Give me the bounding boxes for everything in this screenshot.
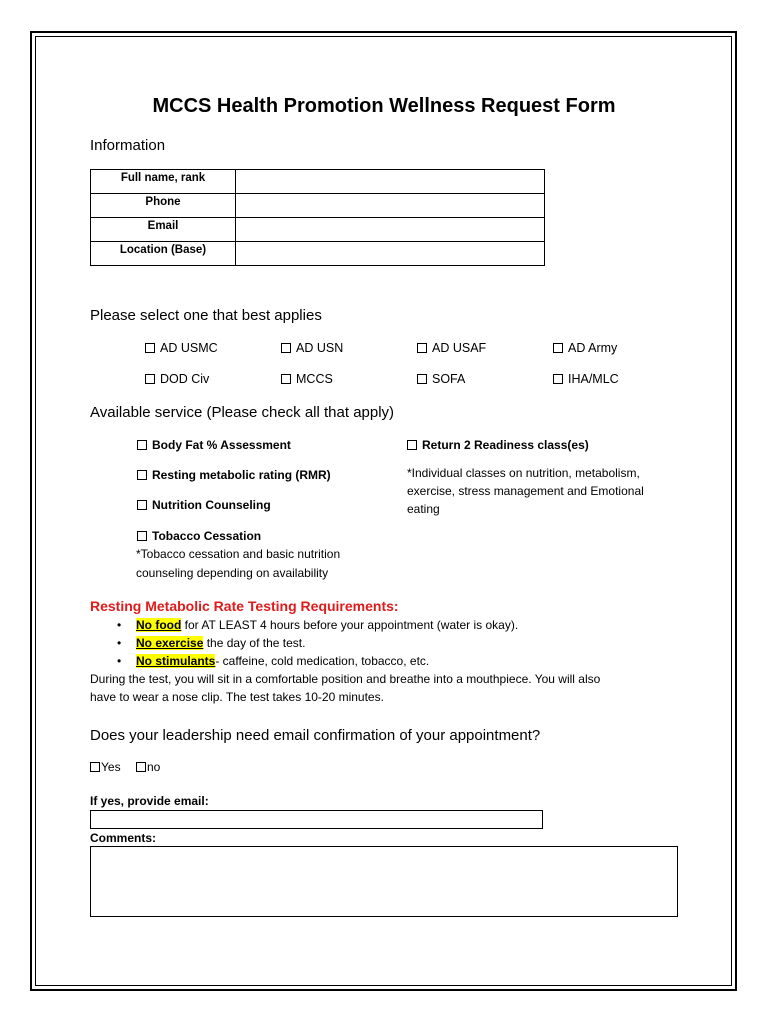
checkbox-icon[interactable] <box>281 374 291 384</box>
checkbox-icon[interactable] <box>137 440 147 450</box>
information-heading: Information <box>90 137 166 154</box>
right-note-line: eating <box>407 502 440 516</box>
option-no[interactable]: no <box>136 760 160 774</box>
checkbox-icon[interactable] <box>417 374 427 384</box>
checkbox-icon[interactable] <box>136 762 146 772</box>
checkbox-icon[interactable] <box>90 762 100 772</box>
phone-field[interactable] <box>236 194 545 218</box>
checkbox-icon[interactable] <box>137 531 147 541</box>
email-label: Email <box>91 218 236 242</box>
option-ad-usaf[interactable]: AD USAF <box>417 341 486 355</box>
option-sofa[interactable]: SOFA <box>417 372 465 386</box>
checkbox-icon[interactable] <box>145 374 155 384</box>
rmr-description-line: During the test, you will sit in a comfortable position and breathe into a mouthpiece. You will also <box>90 672 601 686</box>
checkbox-icon[interactable] <box>553 343 563 353</box>
location-label: Location (Base) <box>91 242 236 266</box>
checkbox-icon[interactable] <box>553 374 563 384</box>
information-table <box>90 169 545 266</box>
list-item <box>117 636 121 650</box>
option-ad-usn[interactable]: AD USN <box>281 341 343 355</box>
checkbox-icon[interactable] <box>281 343 291 353</box>
checkbox-icon[interactable] <box>145 343 155 353</box>
bullet-icon: • <box>117 618 122 632</box>
option-mccs[interactable]: MCCS <box>281 372 333 386</box>
rmr-bullet-text: No exercise the day of the test. <box>136 636 306 650</box>
bullet-icon: • <box>117 654 122 668</box>
table-row <box>91 242 545 266</box>
option-iha-mlc[interactable]: IHA/MLC <box>553 372 619 386</box>
select-heading: Please select one that best applies <box>90 307 322 324</box>
full-name-field[interactable] <box>236 170 545 194</box>
right-note-line: exercise, stress management and Emotional <box>407 484 644 498</box>
location-field[interactable] <box>236 242 545 266</box>
checkbox-icon[interactable] <box>137 500 147 510</box>
service-return-2-readiness[interactable]: Return 2 Readiness class(es) <box>407 438 589 452</box>
comments-label: Comments: <box>90 831 157 845</box>
rmr-bullet-text: No food for AT LEAST 4 hours before your appointment (water is okay). <box>136 618 519 632</box>
right-note-line: *Individual classes on nutrition, metabolism, <box>407 466 640 480</box>
rmr-heading: Resting Metabolic Rate Testing Requirements: <box>90 598 399 614</box>
service-nutrition-counseling[interactable]: Nutrition Counseling <box>137 498 271 512</box>
option-yes[interactable]: Yes <box>90 760 121 774</box>
service-body-fat[interactable]: Body Fat % Assessment <box>137 438 291 452</box>
service-heading: Available service (Please check all that apply) <box>90 404 395 421</box>
tobacco-note-line: counseling depending on availability <box>136 566 329 580</box>
option-dod-civ[interactable]: DOD Civ <box>145 372 209 386</box>
service-tobacco-cessation[interactable]: Tobacco Cessation <box>137 529 261 543</box>
confirmation-email-input[interactable] <box>90 810 543 829</box>
service-rmr[interactable]: Resting metabolic rating (RMR) <box>137 468 331 482</box>
list-item <box>117 654 121 668</box>
rmr-bullet-text: No stimulants- caffeine, cold medication, tobacco, etc. <box>136 654 430 668</box>
bullet-icon: • <box>117 636 122 650</box>
table-row <box>91 218 545 242</box>
list-item <box>117 618 121 632</box>
rmr-description-line: have to wear a nose clip. The test takes 10-20 minutes. <box>90 690 384 704</box>
checkbox-icon[interactable] <box>407 440 417 450</box>
email-field[interactable] <box>236 218 545 242</box>
if-yes-email-label: If yes, provide email: <box>90 794 209 808</box>
form-title: MCCS Health Promotion Wellness Request Form <box>152 95 616 117</box>
table-row <box>91 194 545 218</box>
leadership-question: Does your leadership need email confirmation of your appointment? <box>90 727 541 744</box>
checkbox-icon[interactable] <box>417 343 427 353</box>
option-ad-usmc[interactable]: AD USMC <box>145 341 218 355</box>
checkbox-icon[interactable] <box>137 470 147 480</box>
full-name-label: Full name, rank <box>91 170 236 194</box>
comments-textarea[interactable] <box>90 846 678 917</box>
tobacco-note-line: *Tobacco cessation and basic nutrition <box>136 547 341 561</box>
option-ad-army[interactable]: AD Army <box>553 341 617 355</box>
phone-label: Phone <box>91 194 236 218</box>
table-row <box>91 170 545 194</box>
